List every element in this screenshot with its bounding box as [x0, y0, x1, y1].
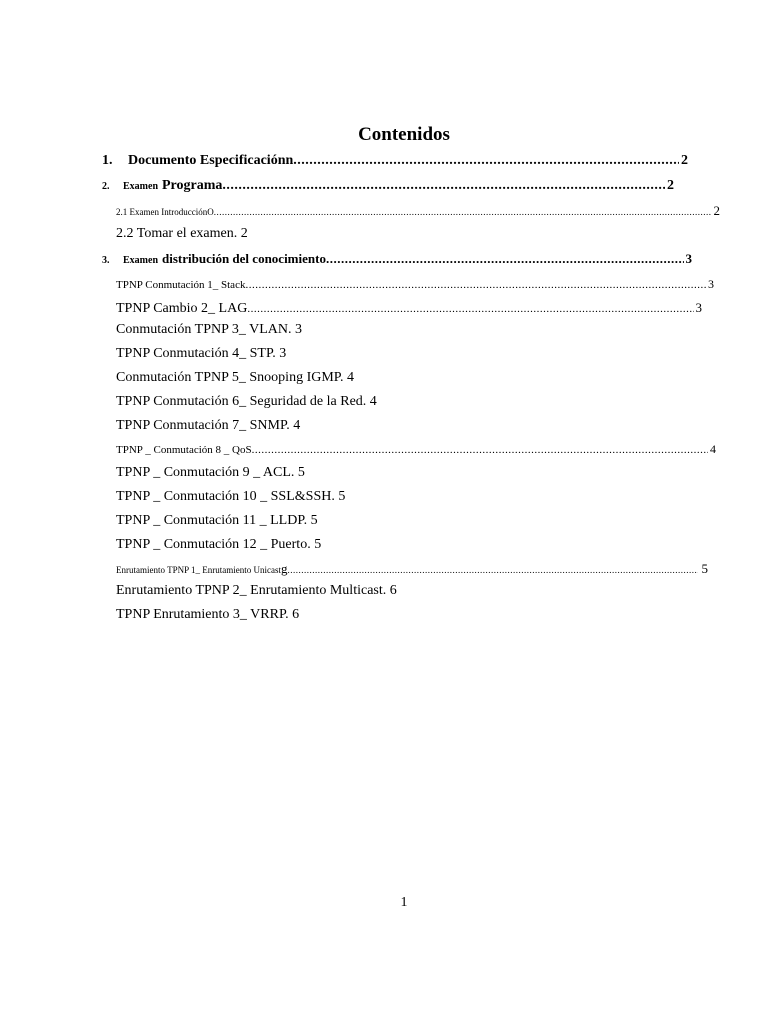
toc-entry[interactable]: Conmutación TPNP 3_ VLAN. 3 [116, 322, 303, 337]
toc-entry[interactable]: TPNP Conmutación 6_ Seguridad de la Red. 4 [116, 394, 377, 409]
toc-entry-label: Enrutamiento TPNP 1_ Enrutamiento Unicast [116, 565, 281, 575]
toc-entry-label: distribución del conocimiento [162, 251, 326, 266]
toc-entry[interactable] [102, 153, 688, 169]
toc-entry-prefix: Examen [123, 255, 158, 266]
toc-entry[interactable]: 2.2 Tomar el examen. 2 [116, 226, 248, 241]
toc-entry[interactable]: TPNP Conmutación 4_ STP. 3 [116, 346, 287, 361]
toc-leader [222, 178, 665, 194]
page-number: 1 [400, 895, 408, 910]
toc-entry[interactable] [102, 251, 692, 267]
toc-entry[interactable] [116, 561, 708, 577]
toc-entry-label: 2.1 Examen IntroducciónO [116, 207, 214, 217]
toc-leader [245, 279, 706, 291]
toc-entry[interactable]: TPNP _ Conmutación 9 _ ACL. 5 [116, 465, 305, 480]
toc-entry-page: 3 [695, 300, 702, 315]
toc-entry-page: 2 [681, 153, 688, 168]
toc-leader [247, 303, 693, 315]
toc-entry-page: 4 [710, 442, 716, 456]
toc-leader [293, 153, 679, 169]
toc-title: Contenidos [358, 124, 450, 145]
toc-entry[interactable]: TPNP _ Conmutación 10 _ SSL&SSH. 5 [116, 489, 346, 504]
toc-entry[interactable]: TPNP _ Conmutación 12 _ Puerto. 5 [116, 537, 322, 552]
toc-entry[interactable]: Conmutación TPNP 5_ Snooping IGMP. 4 [116, 370, 355, 385]
toc-entry-page: 3 [708, 277, 714, 291]
toc-entry-label: Documento Especificaciónn [128, 153, 294, 168]
toc-entry-label: TPNP Cambio 2_ LAG [116, 301, 248, 316]
toc-entry-label: Programa [162, 178, 223, 193]
toc-entry[interactable] [116, 203, 720, 219]
toc-leader [214, 207, 712, 217]
toc-entry-page: 5 [701, 561, 708, 576]
toc-entry[interactable]: TPNP _ Conmutación 11 _ LLDP. 5 [116, 513, 318, 528]
toc-leader [326, 251, 684, 267]
toc-leader [287, 565, 697, 575]
toc-entry[interactable] [102, 178, 674, 194]
toc-entry-number: 3. [102, 255, 110, 266]
toc-entry[interactable]: TPNP Enrutamiento 3_ VRRP. 6 [116, 607, 300, 622]
toc-entry-suffix: g [280, 561, 288, 576]
toc-entry-page: 2 [713, 203, 720, 218]
toc-entry-page: 2 [667, 178, 674, 193]
toc-entry-label: TPNP Conmutación 1_ Stack [116, 279, 246, 291]
toc-entry[interactable] [116, 277, 714, 292]
toc-entry[interactable] [116, 442, 716, 457]
toc-entry-prefix: Examen [123, 181, 158, 192]
toc-entry-number: 2. [102, 181, 110, 192]
toc-entry[interactable]: Enrutamiento TPNP 2_ Enrutamiento Multicast. 6 [116, 583, 397, 598]
toc-entry[interactable] [116, 300, 702, 317]
toc-entry-number: 1. [102, 153, 113, 168]
toc-entry-label: TPNP _ Conmutación 8 _ QoS [116, 444, 252, 456]
toc-leader [252, 444, 708, 456]
toc-entry[interactable]: TPNP Conmutación 7_ SNMP. 4 [116, 418, 301, 433]
toc-entry-page: 3 [685, 251, 692, 266]
